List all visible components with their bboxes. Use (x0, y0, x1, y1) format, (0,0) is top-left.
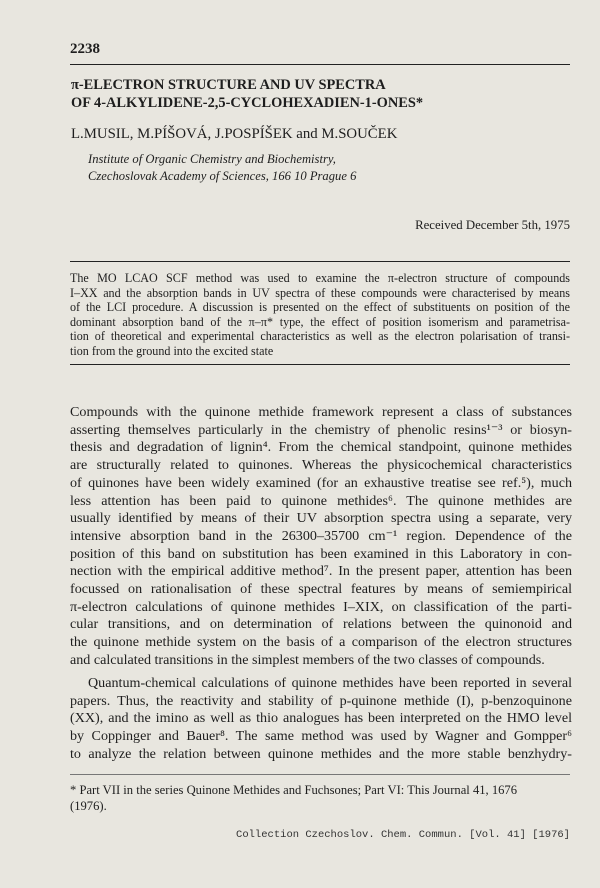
abstract-line: I–XX and the absorption bands in UV spectra of these compounds were characterised by means (70, 285, 570, 300)
body-line: position of this band on substitution has been examined in this Laboratory in con- (70, 545, 572, 562)
body-line: of quinones have been widely examined (for an exhaustive treatise see ref.⁵), much (70, 474, 572, 491)
body-line: π-electron calculations of quinone methides I–XIX, on classification of the parti- (70, 598, 572, 615)
body-line: intensive absorption band in the 26300–35700 cm⁻¹ region. Dependence of the (70, 527, 572, 544)
body-line: less attention has been paid to quinone methides⁶. The quinone methides are (70, 492, 572, 509)
header-rule (70, 64, 570, 65)
body-line: are structurally related to quinones. Whereas the physicochemical characteristics (70, 457, 572, 474)
body-line: thesis and degradation of lignin⁴. From the chemical standpoint, quinone methides (70, 439, 572, 456)
affiliation-line-2: Czechoslovak Academy of Sciences, 166 10 Prague 6 (88, 169, 357, 183)
affiliation (88, 151, 356, 185)
body-line: focussed on rationalisation of these spectral features by means of semiempirical (70, 581, 572, 598)
body-line: by Coppinger and Bauer⁸. The same method was used by Wagner and Gompper⁶ (70, 728, 572, 745)
body-line: the quinone methide system on the basis of a comparison of the electron structures (70, 634, 572, 651)
body-line: nection with the empirical additive method⁷. In the present paper, attention has been (70, 563, 572, 580)
abstract-line: of the LCI procedure. A discussion is presented on the effect of substituents on position of the (70, 300, 570, 315)
body-line: papers. Thus, the reactivity and stability of p-quinone methide (I), p-benzoquinone (70, 692, 572, 709)
footnote-line-1: * Part VII in the series Quinone Methides and Fuchsones; Part VI: This Journal 41, 1676 (70, 783, 518, 797)
journal-footer: Collection Czechoslov. Chem. Commun. [Vol. 41] [1976] (236, 829, 570, 841)
page-number: 2238 (70, 41, 100, 57)
authors: L.MUSIL, M.PÍŠOVÁ, J.POSPÍŠEK and M.SOUČEK (71, 126, 398, 142)
affiliation-line-1: Institute of Organic Chemistry and Biochemistry, (88, 152, 336, 166)
title-line-2: OF 4-ALKYLIDENE-2,5-CYCLOHEXADIEN-1-ONES* (71, 95, 424, 111)
abstract-top-rule (70, 261, 570, 262)
title-line-1: π-ELECTRON STRUCTURE AND UV SPECTRA (71, 77, 386, 93)
body-line: (XX), and the imino as well as thio analogues has been interpreted on the HMO level (70, 710, 572, 727)
body-line: asserting themselves particularly in the chemistry of phenolic resins¹⁻³ or biosyn- (70, 421, 572, 438)
footnote (70, 782, 570, 814)
article-title (71, 76, 571, 112)
body-line: cular transitions, and on determination of relations between the quinonoid and (70, 616, 572, 633)
footnote-line-2: (1976). (70, 799, 107, 813)
body-line: and calculated transitions in the simplest members of the two classes of compounds. (70, 651, 545, 668)
paragraph-2 (70, 675, 572, 764)
body-line: to analyze the relation between quinone methides and the more stable benzhydry- (70, 745, 572, 762)
abstract (70, 271, 570, 359)
abstract-line: dominant absorption band of the π–π* type, the effect of position isomerism and parametrisa- (70, 314, 570, 329)
abstract-line: tion of theoretical and experimental characteristics as well as the electron polarisation of transi- (70, 329, 570, 344)
received-date: Received December 5th, 1975 (415, 218, 570, 232)
abstract-line: tion from the ground into the excited state (70, 343, 274, 358)
paragraph-1 (70, 404, 572, 670)
body-line: usually identified by means of their UV absorption spectra using a separate, very (70, 510, 572, 527)
body-line: Compounds with the quinone methide framework represent a class of substances (70, 404, 572, 420)
body-line: Quantum-chemical calculations of quinone methides have been reported in several (88, 675, 572, 691)
abstract-bottom-rule (70, 364, 570, 365)
footnote-rule (70, 774, 570, 775)
abstract-line: The MO LCAO SCF method was used to examine the π-electron structure of compounds (70, 271, 570, 285)
